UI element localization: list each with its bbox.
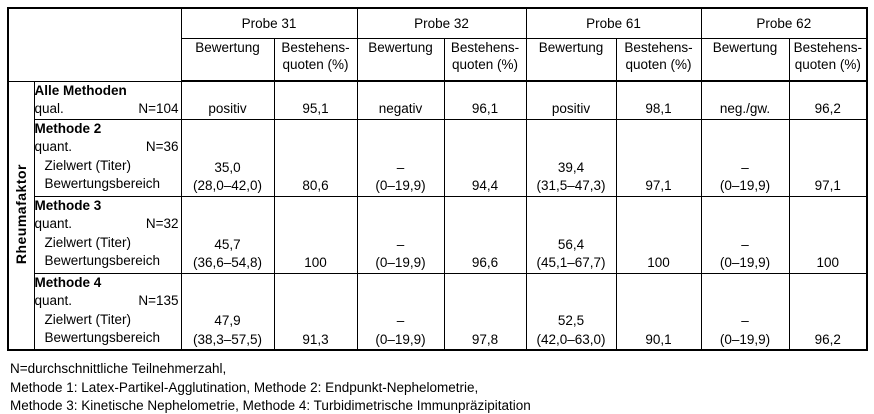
quote-header-line1: Bestehens- — [281, 39, 350, 55]
row-meta — [35, 215, 181, 234]
cell-bereich: (0–19,9) — [375, 178, 426, 193]
row-n-label: N=104 — [138, 101, 179, 116]
cell-bereich: (0–19,9) — [719, 178, 771, 193]
footnote-line: Methode 1: Latex-Partikel-Agglutination, Methode 2: Endpunkt-Nephelometrie, — [10, 379, 479, 395]
quote-header-line1: Bestehens- — [624, 39, 693, 55]
cell-bewertung — [701, 119, 789, 196]
bewertung-header — [181, 38, 274, 81]
cell-bereich: (0–19,9) — [719, 331, 771, 347]
cell-bewertung — [357, 196, 444, 273]
cell-bewertung — [357, 119, 444, 196]
cell-bewertung — [526, 119, 616, 196]
footnote-line: Methode 3: Kinetische Nephelometrie, Methode 4: Turbidimetrische Immunpräzipitation — [10, 398, 531, 413]
bewertung-header — [701, 38, 789, 81]
cell-quote: 80,6 — [274, 119, 357, 196]
quote-header — [274, 38, 357, 81]
bewertung-header — [526, 38, 616, 81]
table-body — [8, 81, 867, 350]
cell-zielwert: – — [741, 236, 749, 252]
bewertung-header — [357, 38, 444, 81]
bewertung-header-label: Bewertung — [712, 39, 778, 55]
bewertung-header-label: Bewertung — [368, 39, 433, 55]
cell-bereich: (42,0–63,0) — [536, 331, 606, 347]
cell-bereich: (28,0–42,0) — [192, 178, 263, 193]
cell-zielwert: 35,0 — [214, 159, 241, 175]
row-sub-label: Bewertungsbereich — [44, 253, 161, 268]
row-title: Methode 4 — [34, 274, 102, 290]
row-sub-label: Zielwert (Titer) — [44, 311, 131, 327]
quote-header-line2: quoten (%) — [794, 56, 861, 72]
row-title: Methode 3 — [34, 197, 102, 213]
cell-bereich: (0–19,9) — [719, 255, 771, 270]
row-sub-label: Zielwert (Titer) — [44, 157, 131, 173]
cell-quote: 96,2 — [789, 81, 867, 119]
quote-header-line1: Bestehens- — [450, 39, 520, 55]
results-table — [7, 7, 868, 351]
row-title: Alle Methoden — [34, 82, 127, 98]
cell-zielwert: 45,7 — [214, 236, 241, 252]
row-label — [34, 196, 181, 273]
cell-bereich: (38,3–57,5) — [192, 331, 263, 347]
cell-bereich: (0–19,9) — [375, 255, 426, 270]
probe-61-header: Probe 61 — [526, 8, 701, 38]
cell-zielwert: – — [396, 159, 405, 175]
cell-zielwert: – — [741, 159, 749, 175]
cell-bewertung — [701, 273, 789, 350]
cell-quote: 95,1 — [274, 81, 357, 119]
row-n-label: N=32 — [145, 216, 179, 231]
cell-quote: 96,2 — [789, 273, 867, 350]
cell-quote: 97,1 — [616, 119, 701, 196]
probe-62-header: Probe 62 — [701, 8, 867, 38]
row-meta — [35, 292, 181, 311]
cell-quote: 97,1 — [789, 119, 867, 196]
cell-quote: 100 — [616, 196, 701, 273]
row-label — [34, 81, 181, 119]
row-label — [34, 119, 181, 196]
row-sub-label: Zielwert (Titer) — [44, 234, 131, 250]
cell-zielwert: – — [741, 313, 749, 328]
row-meta — [35, 138, 181, 157]
cell-zielwert: – — [396, 313, 405, 328]
row-type-label: quant. — [34, 293, 73, 308]
cell-bereich: (31,5–47,3) — [536, 178, 606, 193]
cell-bewertung: negativ — [357, 81, 444, 119]
cell-bewertung — [181, 196, 274, 273]
bewertung-header-label: Bewertung — [538, 39, 604, 55]
footnotes — [10, 360, 874, 414]
quote-header-line1: Bestehens- — [793, 39, 862, 55]
cell-zielwert: 56,4 — [557, 236, 585, 252]
quote-header-line2: quoten (%) — [625, 56, 692, 72]
row-type-label: quant. — [34, 139, 73, 154]
table-row-alle-methoden — [8, 81, 867, 119]
cell-bereich: (0–19,9) — [375, 331, 426, 347]
cell-bewertung: positiv — [526, 81, 616, 119]
row-type-label: quant. — [34, 216, 73, 231]
cell-quote: 96,6 — [444, 196, 526, 273]
row-n-label: N=135 — [138, 293, 179, 308]
table-header — [8, 8, 867, 81]
cell-bewertung — [357, 273, 444, 350]
quote-header — [616, 38, 701, 81]
table-row-methode-4 — [8, 273, 867, 350]
cell-quote: 97,8 — [444, 273, 526, 350]
bewertung-header-label: Bewertung — [195, 39, 260, 55]
row-n-label: N=36 — [145, 139, 179, 154]
quote-header-line2: quoten (%) — [282, 56, 349, 72]
table-row-methode-3 — [8, 196, 867, 273]
quote-header-line2: quoten (%) — [452, 56, 519, 72]
vertical-analyte-label — [8, 81, 34, 350]
cell-quote: 100 — [789, 196, 867, 273]
probe-header-row — [8, 8, 867, 38]
cell-bewertung — [181, 273, 274, 350]
cell-bereich: (36,6–54,8) — [192, 255, 263, 270]
table-row-methode-2 — [8, 119, 867, 196]
row-sub-label: Bewertungsbereich — [44, 330, 161, 345]
cell-quote: 90,1 — [616, 273, 701, 350]
cell-bewertung — [701, 196, 789, 273]
row-meta — [35, 100, 181, 119]
cell-bereich: (45,1–67,7) — [536, 255, 606, 270]
corner-cell — [8, 8, 181, 81]
quote-header — [444, 38, 526, 81]
row-sub-label: Bewertungsbereich — [44, 176, 161, 191]
cell-quote: 91,3 — [274, 273, 357, 350]
cell-bewertung: neg./gw. — [701, 81, 789, 119]
row-type-label: qual. — [34, 101, 64, 116]
row-title: Methode 2 — [34, 120, 102, 136]
cell-bewertung — [526, 273, 616, 350]
cell-quote: 98,1 — [616, 81, 701, 119]
cell-zielwert: 47,9 — [214, 313, 241, 328]
cell-bewertung — [181, 119, 274, 196]
footnote-line: N=durchschnittliche Teilnehmerzahl, — [10, 361, 227, 376]
cell-quote: 100 — [274, 196, 357, 273]
quote-header — [789, 38, 867, 81]
cell-zielwert: – — [396, 236, 405, 252]
probe-32-header: Probe 32 — [357, 8, 526, 38]
probe-31-header: Probe 31 — [181, 8, 357, 38]
cell-zielwert: 39,4 — [557, 159, 585, 175]
cell-quote: 96,1 — [444, 81, 526, 119]
vertical-analyte-label-text: Rheumafaktor — [13, 163, 30, 264]
row-label — [34, 273, 181, 350]
cell-quote: 94,4 — [444, 119, 526, 196]
cell-bewertung — [526, 196, 616, 273]
cell-zielwert: 52,5 — [557, 313, 585, 328]
cell-bewertung: positiv — [181, 81, 274, 119]
